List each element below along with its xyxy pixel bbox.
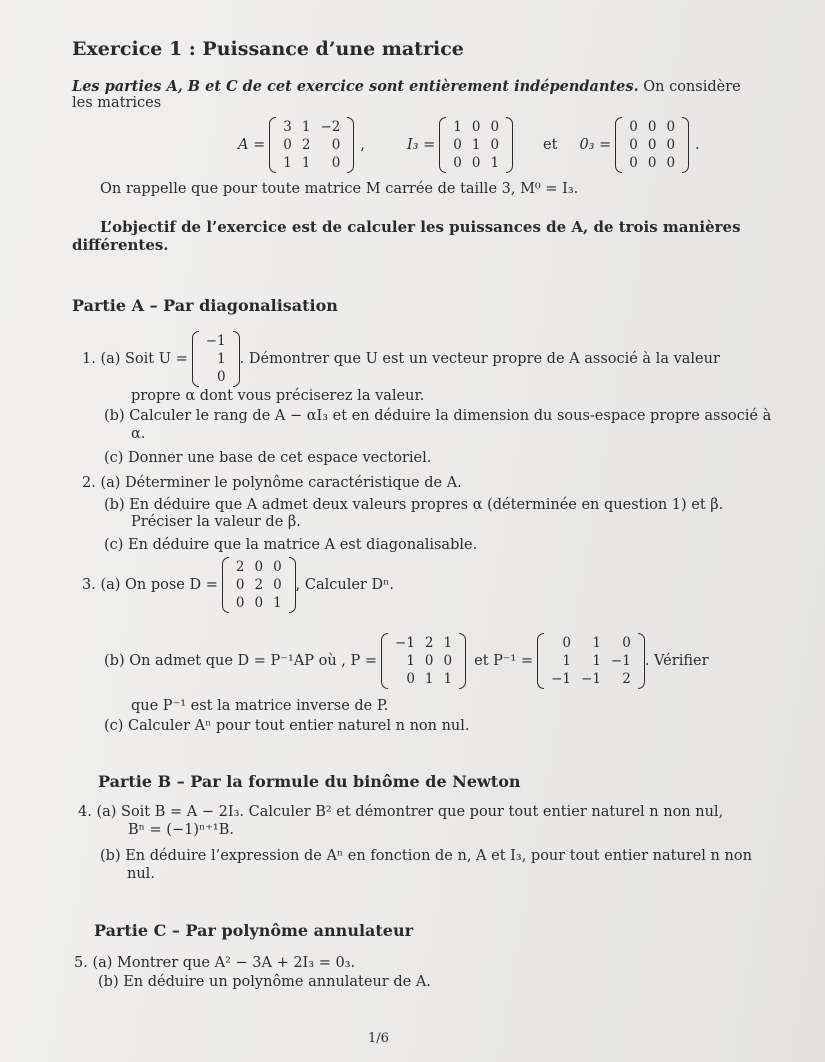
matrix-cell: 1 bbox=[273, 595, 282, 611]
matrix-O3-label: 0₃ = bbox=[579, 137, 612, 153]
q1b-line-2: α. bbox=[131, 426, 146, 442]
matrix-cell: 0 bbox=[254, 559, 264, 575]
matrix-A bbox=[269, 117, 354, 173]
matrix-cell: 0 bbox=[235, 577, 245, 593]
matrix-cell: 0 bbox=[453, 137, 462, 153]
q3c: (c) Calculer Aⁿ pour tout entier naturel n non nul. bbox=[104, 718, 470, 734]
matrix-cell: 0 bbox=[235, 595, 245, 611]
matrix-D bbox=[222, 557, 296, 613]
q1b-line-1: (b) Calculer le rang de A − αI₃ et en déduire la dimension du sous-espace propre associé à bbox=[104, 408, 772, 424]
matrix-cell: 0 bbox=[217, 369, 226, 385]
matrix-cell: 0 bbox=[331, 155, 341, 171]
matrix-cell: 0 bbox=[629, 155, 638, 171]
matrix-cell: 0 bbox=[424, 653, 434, 669]
vector-U bbox=[192, 331, 240, 387]
matrix-cell: 2 bbox=[301, 137, 311, 153]
partC-title: Partie C – Par polynôme annulateur bbox=[94, 921, 414, 940]
q3a-prefix: 3. (a) On pose D = bbox=[82, 577, 218, 593]
q4a-line-2: Bⁿ = (−1)ⁿ⁺¹B. bbox=[128, 822, 234, 838]
matrix-cell: 0 bbox=[331, 137, 341, 153]
matrix-O3 bbox=[615, 117, 689, 173]
matrices-row: A = 3 1 −2 0 2 0 1 1 0 , I₃ = 1 0 0 0 1 0 0 0 1 et 0₃ = 0 0 0 0 0 0 0 0 0 . bbox=[238, 119, 700, 171]
matrix-I3-label: I₃ = bbox=[406, 137, 436, 153]
matrix-cell: 0 bbox=[273, 559, 282, 575]
q2c: (c) En déduire que la matrice A est diagonalisable. bbox=[104, 537, 478, 553]
q4b-line-1: (b) En déduire l’expression de Aⁿ en fonction de n, A et I₃, pour tout entier naturel n non bbox=[100, 848, 752, 864]
matrix-cell: 0 bbox=[666, 155, 676, 171]
matrix-cell: 1 bbox=[301, 119, 311, 135]
matrices-et: et bbox=[543, 137, 558, 153]
matrix-cell: 0 bbox=[273, 577, 282, 593]
matrix-P bbox=[381, 633, 466, 689]
matrix-cell: 1 bbox=[217, 351, 226, 367]
matrix-cell: 2 bbox=[622, 671, 631, 687]
intro-line-1 bbox=[72, 78, 741, 95]
matrix-cell: 2 bbox=[235, 559, 245, 575]
matrix-cell: 0 bbox=[629, 137, 638, 153]
q2a: 2. (a) Déterminer le polynôme caractéristique de A. bbox=[82, 475, 462, 491]
q3b bbox=[104, 633, 709, 689]
matrix-cell: 1 bbox=[592, 653, 601, 669]
matrix-cell: 1 bbox=[424, 671, 434, 687]
q1a-line-2: propre α dont vous préciserez la valeur. bbox=[131, 388, 425, 404]
intro-italic: Les parties A, B et C de cet exercice sont entièrement indépendantes. bbox=[72, 78, 639, 95]
matrix-cell: 1 bbox=[443, 635, 453, 651]
matrix-cell: 0 bbox=[490, 119, 500, 135]
q1c: (c) Donner une base de cet espace vectoriel. bbox=[104, 450, 432, 466]
matrix-cell: 0 bbox=[647, 119, 657, 135]
matrix-P-inverse bbox=[537, 633, 645, 689]
matrix-cell: −1 bbox=[581, 671, 601, 687]
intro-line-2: les matrices bbox=[72, 95, 162, 111]
matrix-cell: 0 bbox=[283, 137, 292, 153]
q2b-line-2: Préciser la valeur de β. bbox=[131, 514, 301, 530]
q5b: (b) En déduire un polynôme annulateur de A. bbox=[98, 974, 431, 990]
page-number: 1/6 bbox=[368, 1031, 389, 1046]
q1a bbox=[82, 331, 720, 387]
objective-line-2: différentes. bbox=[72, 236, 169, 254]
matrix-cell: 0 bbox=[471, 119, 481, 135]
matrix-cell: 0 bbox=[622, 635, 631, 651]
rappel-text: On rappelle que pour toute matrice M carrée de taille 3, M⁰ = I₃. bbox=[100, 181, 579, 197]
matrix-cell: 0 bbox=[562, 635, 572, 651]
matrix-cell: 0 bbox=[647, 155, 657, 171]
matrix-cell: −1 bbox=[610, 653, 631, 669]
matrix-cell: 1 bbox=[490, 155, 500, 171]
matrix-cell: 1 bbox=[453, 119, 462, 135]
matrix-cell: 0 bbox=[254, 595, 264, 611]
q1a-prefix: 1. (a) Soit U = bbox=[82, 351, 188, 367]
matrix-cell: 1 bbox=[562, 653, 572, 669]
matrix-I3 bbox=[439, 117, 513, 173]
objective-line-1: L’objectif de l’exercice est de calculer les puissances de A, de trois manières bbox=[100, 218, 741, 236]
matrix-cell: 0 bbox=[647, 137, 657, 153]
matrix-cell: 2 bbox=[424, 635, 434, 651]
q4b-line-2: nul. bbox=[127, 866, 155, 882]
q2b-line-1: (b) En déduire que A admet deux valeurs propres α (déterminée en question 1) et β. bbox=[104, 497, 724, 513]
matrix-cell: 1 bbox=[471, 137, 481, 153]
matrix-A-label: A = bbox=[238, 137, 266, 153]
intro-rest: On considère bbox=[638, 79, 741, 95]
q3b-text: . Vérifier bbox=[644, 653, 709, 669]
matrix-cell: 0 bbox=[629, 119, 638, 135]
q3b-prefix: (b) On admet que D = P⁻¹AP où , P = bbox=[104, 653, 378, 669]
matrix-cell: 0 bbox=[666, 119, 676, 135]
partB-title: Partie B – Par la formule du binôme de Newton bbox=[98, 772, 521, 791]
partA-title: Partie A – Par diagonalisation bbox=[72, 296, 338, 315]
q3a-text: , Calculer Dⁿ. bbox=[295, 577, 394, 593]
matrix-cell: 0 bbox=[406, 671, 415, 687]
matrix-cell: −1 bbox=[551, 671, 572, 687]
matrix-cell: −2 bbox=[320, 119, 341, 135]
matrix-cell: 0 bbox=[666, 137, 676, 153]
q3a bbox=[82, 557, 394, 613]
matrix-cell: 0 bbox=[471, 155, 481, 171]
matrix-cell: 1 bbox=[283, 155, 292, 171]
matrix-cell: 3 bbox=[283, 119, 292, 135]
matrix-cell: 1 bbox=[592, 635, 601, 651]
q4a-line-1: 4. (a) Soit B = A − 2I₃. Calculer B² et démontrer que pour tout entier naturel n non nul, bbox=[78, 804, 724, 820]
matrix-cell: 1 bbox=[443, 671, 453, 687]
matrix-cell: −1 bbox=[395, 635, 415, 651]
matrix-cell: 0 bbox=[443, 653, 453, 669]
exercise-title: Exercice 1 : Puissance d’une matrice bbox=[72, 38, 464, 60]
matrix-cell: −1 bbox=[205, 333, 226, 349]
q3b-mid: et P⁻¹ = bbox=[474, 653, 534, 669]
q5a: 5. (a) Montrer que A² − 3A + 2I₃ = 0₃. bbox=[74, 955, 356, 971]
matrix-cell: 1 bbox=[406, 653, 415, 669]
q3b-line-2: que P⁻¹ est la matrice inverse de P. bbox=[131, 698, 389, 714]
q1a-text: . Démontrer que U est un vecteur propre de A associé à la valeur bbox=[239, 351, 720, 367]
matrix-cell: 1 bbox=[301, 155, 311, 171]
matrix-cell: 0 bbox=[490, 137, 500, 153]
matrix-cell: 2 bbox=[254, 577, 264, 593]
matrix-cell: 0 bbox=[453, 155, 462, 171]
